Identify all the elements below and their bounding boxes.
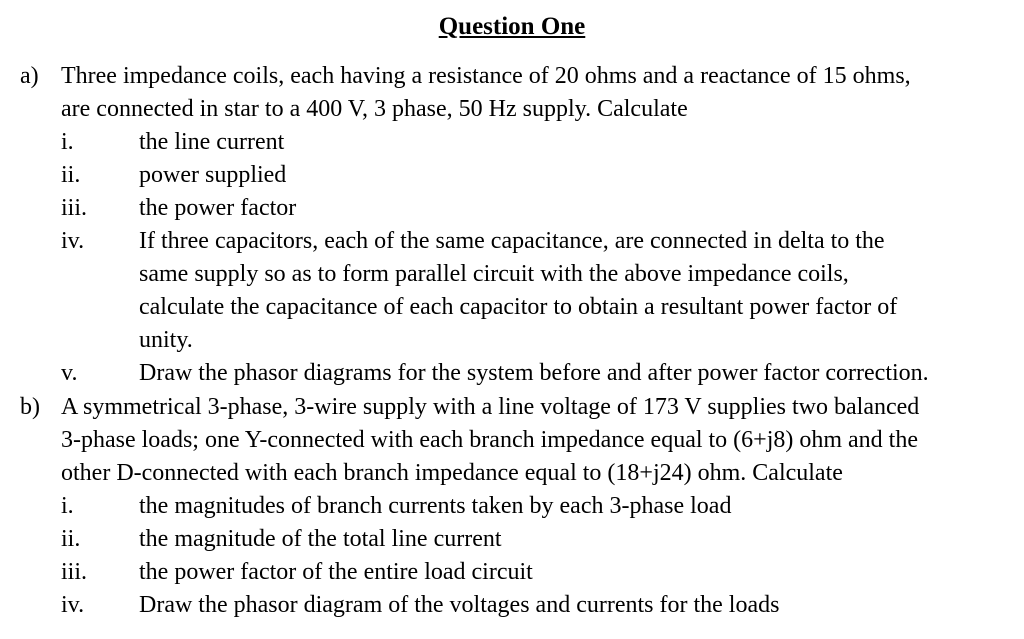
item-text-line: the line current — [139, 129, 285, 155]
part-b-stem-line-3: other D-connected with each branch impedance equal to (18+j24) ohm. Calculate — [61, 460, 843, 486]
item-text-line: unity. — [139, 327, 193, 353]
item-text-line: Draw the phasor diagram of the voltages and currents for the loads — [139, 592, 780, 618]
item-text-line: Draw the phasor diagrams for the system before and after power factor correction. — [139, 360, 929, 386]
part-a-label: a) — [20, 63, 39, 89]
page-title: Question One — [438, 13, 586, 40]
item-text — [139, 192, 296, 225]
item-text — [139, 159, 286, 192]
item-text — [139, 357, 929, 390]
item-numeral: iv. — [61, 592, 85, 618]
item-numeral: iii. — [61, 195, 88, 221]
part-b-stem-line-2: 3-phase loads; one Y-connected with each branch impedance equal to (6+j8) ohm and the — [61, 427, 919, 453]
item-text-line: the power factor of the entire load circuit — [139, 559, 533, 585]
item-text — [139, 126, 284, 159]
part-a-stem-line-1: Three impedance coils, each having a resistance of 20 ohms and a reactance of 15 ohms, — [61, 63, 911, 89]
item-text — [139, 225, 897, 357]
part-a-stem-line-2: are connected in star to a 400 V, 3 phase, 50 Hz supply. Calculate — [61, 96, 688, 122]
item-text-line: If three capacitors, each of the same capacitance, are connected in delta to the — [139, 228, 885, 254]
item-text — [139, 556, 533, 589]
item-text — [139, 589, 779, 622]
item-text-line: calculate the capacitance of each capacitor to obtain a resultant power factor of — [139, 294, 898, 320]
item-numeral: ii. — [61, 526, 81, 552]
item-numeral: i. — [61, 129, 74, 155]
item-numeral: iii. — [61, 559, 88, 585]
item-numeral: ii. — [61, 162, 81, 188]
item-text — [139, 490, 731, 523]
item-numeral: i. — [61, 493, 74, 519]
part-b-stem-line-1: A symmetrical 3-phase, 3-wire supply with a line voltage of 173 V supplies two balanced — [61, 394, 920, 420]
item-text-line: same supply so as to form parallel circuit with the above impedance coils, — [139, 261, 849, 287]
item-numeral: iv. — [61, 228, 85, 254]
item-text-line: power supplied — [139, 162, 287, 188]
item-text-line: the magnitude of the total line current — [139, 526, 502, 552]
item-text — [139, 523, 502, 556]
item-numeral: v. — [61, 360, 78, 386]
item-text-line: the magnitudes of branch currents taken by each 3-phase load — [139, 493, 732, 519]
part-b-label: b) — [20, 394, 40, 420]
item-text-line: the power factor — [139, 195, 297, 221]
